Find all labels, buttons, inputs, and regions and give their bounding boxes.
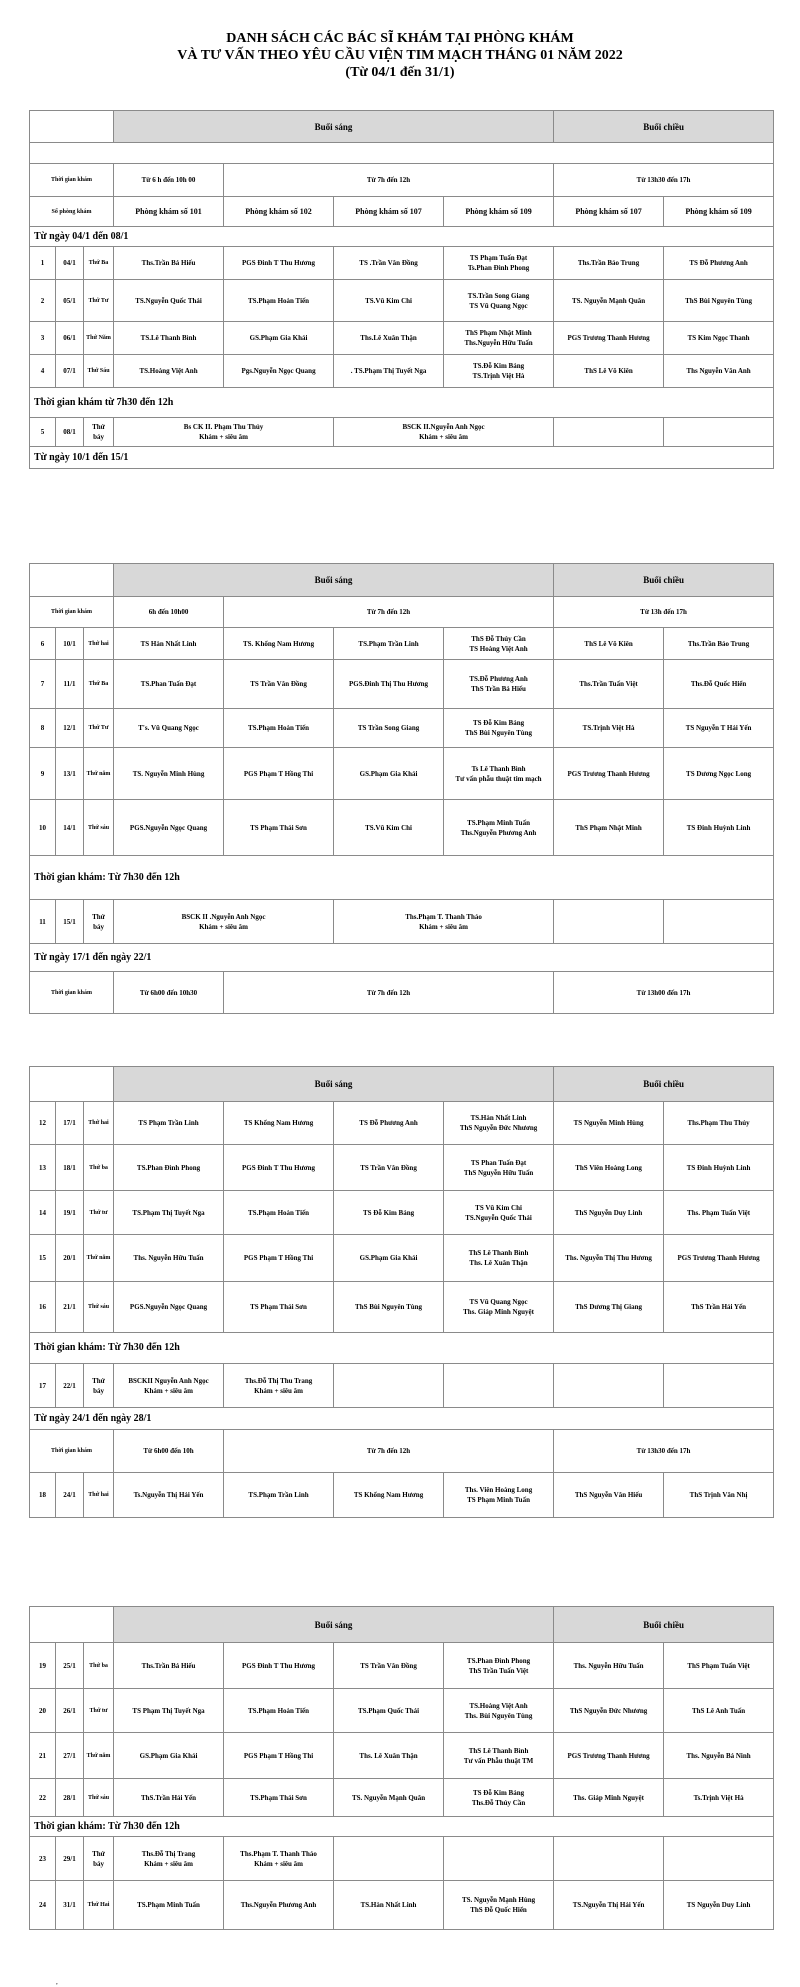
doctor-cell: TS.Phạm Hoàn Tiến [224,1689,334,1733]
doctor-cell: ThS Nguyễn Đức Nhương [554,1689,664,1733]
doctor-cell: ThS Phạm Tuấn Việt [664,1643,774,1689]
row-weekday: Thứ năm [84,748,114,800]
schedule-row [30,1733,774,1779]
doctor-cell: Ths. Nguyễn Thị Thu Hương [554,1235,664,1282]
rows-block3b [30,1473,774,1518]
doctor-cell: ThS Phạm Nhật Minh Ths.Nguyễn Hữu Tuấn [444,322,554,355]
schedule-row [30,709,774,748]
doctor-cell: TS.Hàn Nhất Linh [334,1881,444,1930]
doctor-cell: TS Dương Ngọc Long [664,748,774,800]
rows-block4 [30,1643,774,1817]
doctor-cell: TS Phạm Thái Sơn [224,1282,334,1333]
row-date: 18/1 [56,1145,84,1191]
doctor-cell: TS Khổng Nam Hương [224,1102,334,1145]
doctor-cell: ThS Dương Thị Giang [554,1282,664,1333]
doctor-cell: GS.Phạm Gia Khải [334,748,444,800]
doctor-cell: TS.Đỗ Phương Anh ThS Trần Bá Hiếu [444,660,554,709]
row-number: 10 [30,800,56,856]
doctor-cell: TS.Phan Đình Phong ThS Trần Tuấn Việt [444,1643,554,1689]
doctor-cell: T's. Vũ Quang Ngọc [114,709,224,748]
saturday-row: 5 08/1 Thứ bảy Bs CK II. Phạm Thu Thủy Khám + siêu âm BSCK II.Nguyễn Anh Ngọc Khám + siêu âm [30,418,774,447]
row-number: 14 [30,1191,56,1235]
doctor-cell: TS.Vũ Kim Chi [334,800,444,856]
title-line-2: VÀ TƯ VẤN THEO YÊU CẦU VIỆN TIM MẠCH THÁNG 01 NĂM 2022 [177,48,623,63]
doctor-cell: TS Đỗ Phương Anh [334,1102,444,1145]
doctor-cell: TS.Vũ Kim Chi [334,280,444,322]
row-weekday: Thứ hai [84,1102,114,1145]
doctor-cell: TS.Nguyễn Quốc Thái [114,280,224,322]
schedule-row [30,800,774,856]
row-date: 19/1 [56,1191,84,1235]
doctor-cell: ThS Bùi Nguyên Tùng [334,1282,444,1333]
doctor-cell: Ths. Phạm Tuấn Việt [664,1191,774,1235]
time-range: Từ 13h30 đến 17h [554,1430,774,1473]
doctor-cell: PGS Trương Thanh Hương [554,748,664,800]
doctor-cell: TS Trần Văn Đồng [334,1145,444,1191]
row-weekday: Thứ tư [84,1689,114,1733]
doctor-cell: TS.Phạm Minh Tuấn [114,1881,224,1930]
row-date: 11/1 [56,660,84,709]
schedule-row [30,247,774,280]
doctor-cell: TS. Nguyễn Mạnh Quân [334,1779,444,1817]
doctor-cell: TS.Phạm Minh Tuấn Ths.Nguyễn Phương Anh [444,800,554,856]
schedule-row [30,1881,774,1930]
doctor-cell: ThS Phạm Nhật Minh [554,800,664,856]
doctor-cell: ThS Đỗ Thúy Cần TS Hoàng Việt Anh [444,628,554,660]
room-header: Phòng khám số 107 [334,197,444,227]
doctor-cell: GS.Phạm Gia Khải [224,322,334,355]
doctor-cell: ThS Viên Hoàng Long [554,1145,664,1191]
doctor-cell: TS. Khổng Nam Hương [224,628,334,660]
room-header: Phòng khám số 101 [114,197,224,227]
doctor-cell: TS.Phạm Hoàn Tiến [224,709,334,748]
doctor-cell: TS Phạm Thị Tuyết Nga [114,1689,224,1733]
schedule-row [30,660,774,709]
row-date: 14/1 [56,800,84,856]
schedule-table-1 [29,110,773,469]
room-header: Phòng khám số 102 [224,197,334,227]
schedule-row [30,1235,774,1282]
saturday-doctor: Ths.Đỗ Thị Trang Khám + siêu âm [114,1837,224,1881]
morning-header: Buổi sáng [114,1067,554,1102]
doctor-cell: TS Đỗ Kim Bảng ThS Bùi Nguyên Tùng [444,709,554,748]
doctor-cell: Ths.Đỗ Quốc Hiển [664,660,774,709]
row-number: 24 [30,1881,56,1930]
rows-block4b [30,1881,774,1930]
row-number: 15 [30,1235,56,1282]
doctor-cell: ThS Trịnh Vân Nhị [664,1473,774,1518]
doctor-cell: PGS Đinh T Thu Hương [224,1643,334,1689]
saturday-doctor: Ths.Đỗ Thị Thu Trang Khám + siêu âm [224,1364,334,1408]
section-heading: Thời gian khám: Từ 7h30 đến 12h [30,1333,774,1364]
doctor-cell: TS. Nguyễn Minh Hùng [114,748,224,800]
doctor-cell: TS.Phạm Hoàn Tiến [224,280,334,322]
doctor-cell: ThS Lê Thanh Bình Ths. Lê Xuân Thận [444,1235,554,1282]
row-weekday: Thứ Tư [84,280,114,322]
title-line-1: DANH SÁCH CÁC BÁC SĨ KHÁM TẠI PHÒNG KHÁM [226,31,574,46]
row-date: 25/1 [56,1643,84,1689]
row-weekday: Thứ sáu [84,800,114,856]
room-header: Phòng khám số 107 [554,197,664,227]
doctor-cell: ThS Lê Anh Tuấn [664,1689,774,1733]
time-range: Từ 13h00 đến 17h [554,972,774,1014]
doctor-cell: Ths Nguyễn Vân Anh [664,355,774,388]
doctor-cell: TS. Nguyễn Mạnh Quân [554,280,664,322]
room-header: Phòng khám số 109 [664,197,774,227]
section-heading: Từ ngày 17/1 đến ngày 22/1 [30,944,774,972]
doctor-cell: TS.Phạm Thái Sơn [224,1779,334,1817]
doctor-cell: ThS Lê Võ Kiên [554,628,664,660]
morning-header: Buổi sáng [114,111,554,143]
doctor-cell: Ths. Nguyễn Bá Ninh [664,1733,774,1779]
doctor-cell: TS Đinh Huỳnh Linh [664,1145,774,1191]
row-date: 26/1 [56,1689,84,1733]
doctor-cell: Ths.Trần Bá Hiếu [114,247,224,280]
schedule-row [30,1779,774,1817]
doctor-cell: PGS Trương Thanh Hương [554,322,664,355]
doctor-cell: TS.Hàn Nhất Linh ThS Nguyễn Đức Nhương [444,1102,554,1145]
doctor-cell: TS.Phạm Hoàn Tiến [224,1191,334,1235]
section-heading: Thời gian khám: Từ 7h30 đến 12h [30,856,774,900]
doctor-cell: PGS Đinh T Thu Hương [224,247,334,280]
doctor-cell: Ts Lê Thanh Bình Tư vấn phẫu thuật tim mạch [444,748,554,800]
row-weekday: Thứ Năm [84,322,114,355]
schedule-row [30,280,774,322]
doctor-cell: TS.Hoàng Việt Anh Ths. Bùi Nguyên Tùng [444,1689,554,1733]
section-heading: Từ ngày 24/1 đến ngày 28/1 [30,1408,774,1430]
row-date: 13/1 [56,748,84,800]
afternoon-header: Buổi chiều [554,111,774,143]
saturday-doctor: Bs CK II. Phạm Thu Thủy Khám + siêu âm [114,418,334,447]
schedule-table-2 [29,563,773,1014]
page-title [0,30,800,81]
row-number: 8 [30,709,56,748]
doctor-cell: PGS Trương Thanh Hương [664,1235,774,1282]
doctor-cell: PGS.Nguyễn Ngọc Quang [114,800,224,856]
doctor-cell: Ths. Viên Hoàng Long TS Phạm Minh Tuấn [444,1473,554,1518]
time-range: 6h đến 10h00 [114,597,224,628]
saturday-doctor: BSCK II.Nguyễn Anh Ngọc Khám + siêu âm [334,418,554,447]
row-weekday: Thứ sáu [84,1779,114,1817]
row-weekday: Thứ Ba [84,247,114,280]
saturday-doctor: Ths.Phạm T. Thanh Thảo Khám + siêu âm [334,900,554,944]
rows-block3 [30,1102,774,1333]
doctor-cell: ThS Trần Hải Yến [664,1282,774,1333]
doctor-cell: Ths.Trần Tuấn Việt [554,660,664,709]
section-heading: Từ ngày 04/1 đến 08/1 [30,227,774,247]
doctor-cell: Pgs.Nguyễn Ngọc Quang [224,355,334,388]
doctor-cell: PGS Phạm T Hồng Thi [224,748,334,800]
doctor-cell: TS.Phạm Quốc Thái [334,1689,444,1733]
doctor-cell: PGS Trương Thanh Hương [554,1733,664,1779]
row-date: 28/1 [56,1779,84,1817]
row-date: 31/1 [56,1881,84,1930]
schedule-table-4 [29,1606,773,1930]
doctor-cell: TS Đinh Huỳnh Linh [664,800,774,856]
row-number: 12 [30,1102,56,1145]
doctor-cell: TS.Phạm Thị Tuyết Nga [114,1191,224,1235]
doctor-cell: TS .Trần Văn Đồng [334,247,444,280]
doctor-cell: Ths.Trần Bá Hiếu [114,1643,224,1689]
doctor-cell: ThS Nguyễn Văn Hiếu [554,1473,664,1518]
row-date: 04/1 [56,247,84,280]
doctor-cell: PGS Phạm T Hồng Thi [224,1733,334,1779]
schedule-row [30,1282,774,1333]
doctor-cell: TS Vũ Quang Ngọc Ths. Giáp Minh Nguyệt [444,1282,554,1333]
schedule-row [30,1102,774,1145]
doctor-cell: Ths.Trần Bảo Trung [554,247,664,280]
doctor-cell: ThS Bùi Nguyên Tùng [664,280,774,322]
schedule-row [30,355,774,388]
schedule-row [30,1145,774,1191]
section-heading: Thời gian khám từ 7h30 đến 12h [30,388,774,418]
doctor-cell: TS Trần Văn Đồng [224,660,334,709]
time-range: Từ 7h đến 12h [224,597,554,628]
afternoon-header: Buổi chiều [554,564,774,597]
saturday-doctor: Ths.Phạm T. Thanh Thảo Khám + siêu âm [224,1837,334,1881]
doctor-cell: TS Đỗ Phương Anh [664,247,774,280]
row-date: 20/1 [56,1235,84,1282]
row-date: 05/1 [56,280,84,322]
row-weekday: Thứ sáu [84,1282,114,1333]
doctor-cell: TS Vũ Kim Chi TS.Nguyễn Quốc Thái [444,1191,554,1235]
section-heading: Thời gian khám: Từ 7h30 đến 12h [30,1817,774,1837]
row-number: 16 [30,1282,56,1333]
row-date: 07/1 [56,355,84,388]
row-weekday: Thứ Ba [84,660,114,709]
row-number: 19 [30,1643,56,1689]
row-number: 6 [30,628,56,660]
morning-header: Buổi sáng [114,564,554,597]
row-date: 17/1 [56,1102,84,1145]
row-number: 9 [30,748,56,800]
doctor-cell: TS.Hoàng Việt Anh [114,355,224,388]
doctor-cell: ThS.Trần Hải Yến [114,1779,224,1817]
doctor-cell: TS Phạm Thái Sơn [224,800,334,856]
schedule-row [30,1191,774,1235]
doctor-cell: TS Trần Văn Đồng [334,1643,444,1689]
doctor-cell: TS Phạm Tuấn Đạt Ts.Phan Đình Phong [444,247,554,280]
schedule-row [30,1473,774,1518]
row-weekday: Thứ năm [84,1733,114,1779]
row-number: 18 [30,1473,56,1518]
doctor-cell: TS.Trần Song Giang TS Vũ Quang Ngọc [444,280,554,322]
rows-block1 [30,247,774,388]
afternoon-header: Buổi chiều [554,1607,774,1643]
doctor-cell: TS Trần Song Giang [334,709,444,748]
doctor-cell: TS Nguyễn Minh Hùng [554,1102,664,1145]
row-weekday: Thứ Tư [84,709,114,748]
doctor-cell: TS.Phan Đình Phong [114,1145,224,1191]
doctor-cell: Ths.Trần Bảo Trung [664,628,774,660]
time-range: Từ 7h đến 12h [224,1430,554,1473]
schedule-row [30,1643,774,1689]
doctor-cell: TS Nguyễn T Hải Yến [664,709,774,748]
saturday-row: 11 15/1 Thứ bảy BSCK II .Nguyễn Anh Ngọc Khám + siêu âm Ths.Phạm T. Thanh Thảo Khám + siêu âm [30,900,774,944]
rows-block2 [30,628,774,856]
row-weekday: Thứ năm [84,1235,114,1282]
time-range: Từ 6h00 đến 10h30 [114,972,224,1014]
doctor-cell: PGS.Nguyễn Ngọc Quang [114,1282,224,1333]
doctor-cell: TS.Trịnh Việt Hà [554,709,664,748]
saturday-row: 17 22/1 Thứ bảy BSCKII Nguyễn Anh Ngọc Khám + siêu âm Ths.Đỗ Thị Thu Trang Khám + siêu âm [30,1364,774,1408]
row-number: 1 [30,247,56,280]
schedule-table-3 [29,1066,773,1518]
morning-header: Buổi sáng [114,1607,554,1643]
doctor-cell: TS.Phạm Trần Linh [224,1473,334,1518]
row-number: 20 [30,1689,56,1733]
doctor-cell: . TS.Phạm Thị Tuyết Nga [334,355,444,388]
time-range: Từ 13h đến 17h [554,597,774,628]
room-header: Phòng khám số 109 [444,197,554,227]
doctor-cell: TS Hàn Nhất Linh [114,628,224,660]
doctor-cell: TS Phan Tuấn Đạt ThS Nguyễn Hữu Tuấn [444,1145,554,1191]
row-date: 24/1 [56,1473,84,1518]
doctor-cell: Ths. Nguyễn Hữu Tuấn [114,1235,224,1282]
saturday-doctor: BSCK II .Nguyễn Anh Ngọc Khám + siêu âm [114,900,334,944]
saturday-doctor: BSCKII Nguyễn Anh Ngọc Khám + siêu âm [114,1364,224,1408]
doctor-cell: GS.Phạm Gia Khải [334,1235,444,1282]
doctor-cell: TS. Nguyễn Mạnh Hùng ThS Đỗ Quốc Hiển [444,1881,554,1930]
doctor-cell: ThS Lê Võ Kiên [554,355,664,388]
time-range: Từ 13h30 đến 17h [554,164,774,197]
afternoon-header: Buổi chiều [554,1067,774,1102]
row-weekday: Thứ Hai [84,1881,114,1930]
doctor-cell: TS Khổng Nam Hương [334,1473,444,1518]
schedule-row [30,628,774,660]
row-weekday: Thứ Sáu [84,355,114,388]
doctor-cell: PGS Đinh T Thu Hương [224,1145,334,1191]
time-label: Thời gian khám [30,972,114,1014]
doctor-cell: Ths. Lê Xuân Thận [334,1733,444,1779]
row-date: 21/1 [56,1282,84,1333]
doctor-cell: Ths. Nguyễn Hữu Tuấn [554,1643,664,1689]
doctor-cell: TS Nguyễn Duy Linh [664,1881,774,1930]
time-label: Thời gian khám [30,164,114,197]
doctor-cell: TS.Nguyễn Thị Hải Yến [554,1881,664,1930]
row-number: 3 [30,322,56,355]
doctor-cell: Ths.Lê Xuân Thận [334,322,444,355]
row-number: 13 [30,1145,56,1191]
row-number: 22 [30,1779,56,1817]
time-range: Từ 7h đến 12h [224,972,554,1014]
doctor-cell: ThS Nguyễn Duy Linh [554,1191,664,1235]
saturday-row: 23 29/1 Thứ bảy Ths.Đỗ Thị Trang Khám + siêu âm Ths.Phạm T. Thanh Thảo Khám + siêu âm [30,1837,774,1881]
row-number: 4 [30,355,56,388]
row-date: 10/1 [56,628,84,660]
doctor-cell: Ts.Nguyễn Thị Hải Yến [114,1473,224,1518]
schedule-row [30,1689,774,1733]
schedule-row [30,322,774,355]
doctor-cell: GS.Phạm Gia Khải [114,1733,224,1779]
doctor-cell: TS.Phan Tuấn Đạt [114,660,224,709]
time-range: Từ 6 h đến 10h 00 [114,164,224,197]
doctor-cell: Ts.Trịnh Việt Hà [664,1779,774,1817]
page-footer-mark: , [56,1978,58,1986]
schedule-row [30,748,774,800]
row-number: 2 [30,280,56,322]
row-weekday: Thứ ba [84,1643,114,1689]
doctor-cell: Ths. Giáp Minh Nguyệt [554,1779,664,1817]
row-weekday: Thứ ba [84,1145,114,1191]
doctor-cell: Ths.Nguyễn Phương Anh [224,1881,334,1930]
row-date: 12/1 [56,709,84,748]
doctor-cell: TS.Phạm Trần Linh [334,628,444,660]
doctor-cell: TS.Đỗ Kim Bảng TS.Trịnh Việt Hà [444,355,554,388]
time-range: Từ 6h00 đến 10h [114,1430,224,1473]
time-range: Từ 7h đến 12h [224,164,554,197]
doctor-cell: ThS Lê Thanh Bình Tư vấn Phẫu thuật TM [444,1733,554,1779]
doctor-cell: Ths.Phạm Thu Thủy [664,1102,774,1145]
row-date: 06/1 [56,322,84,355]
room-label: Số phòng khám [30,197,114,227]
doctor-cell: PGS Phạm T Hồng Thi [224,1235,334,1282]
doctor-cell: TS Kim Ngọc Thanh [664,322,774,355]
row-date: 27/1 [56,1733,84,1779]
row-weekday: Thứ hai [84,628,114,660]
row-number: 21 [30,1733,56,1779]
row-weekday: Thứ hai [84,1473,114,1518]
doctor-cell: TS.Lê Thanh Bình [114,322,224,355]
doctor-cell: TS Đỗ Kim Bảng [334,1191,444,1235]
time-label: Thời gian khám [30,597,114,628]
doctor-cell: PGS.Đinh Thị Thu Hương [334,660,444,709]
row-weekday: Thứ tư [84,1191,114,1235]
row-number: 7 [30,660,56,709]
time-label: Thời gian khám [30,1430,114,1473]
doctor-cell: TS Phạm Trần Linh [114,1102,224,1145]
title-line-3: (Từ 04/1 đến 31/1) [345,65,455,80]
section-heading: Từ ngày 10/1 đến 15/1 [30,447,774,469]
doctor-cell: TS Đỗ Kim Bảng Ths.Đỗ Thúy Cần [444,1779,554,1817]
